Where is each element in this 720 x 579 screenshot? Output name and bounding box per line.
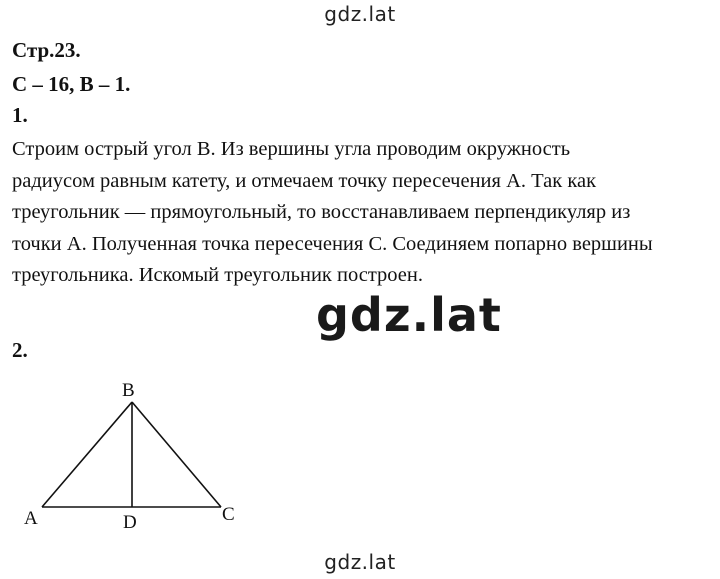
task-1-line: треугольник — прямоугольный, то восстанавливаем перпендикуляр из bbox=[12, 201, 631, 223]
side-bc bbox=[132, 402, 221, 507]
page-reference: Стр.23. bbox=[12, 38, 81, 62]
watermark-bottom: gdz.lat bbox=[324, 550, 396, 574]
watermark-middle: gdz.lat bbox=[316, 288, 502, 342]
task-1-line: Строим острый угол В. Из вершины угла проводим окружность bbox=[12, 138, 571, 160]
vertex-label-a: A bbox=[24, 508, 38, 529]
task-1-line: треугольника. Искомый треугольник построен. bbox=[12, 264, 423, 286]
watermark-top: gdz.lat bbox=[324, 2, 396, 26]
task-1-number: 1. bbox=[12, 103, 28, 127]
side-ab bbox=[42, 402, 132, 507]
vertex-label-b: B bbox=[122, 380, 135, 401]
task-1-line: точки А. Полученная точка пересечения С. Соединяем попарно вершины bbox=[12, 232, 653, 255]
task-2-number: 2. bbox=[12, 338, 28, 362]
task-1-line: радиусом равным катету, и отмечаем точку пересечения А. Так как bbox=[12, 169, 597, 192]
point-label-d: D bbox=[123, 512, 137, 533]
variant-reference: С – 16, В – 1. bbox=[12, 72, 131, 96]
vertex-label-c: C bbox=[222, 504, 235, 525]
